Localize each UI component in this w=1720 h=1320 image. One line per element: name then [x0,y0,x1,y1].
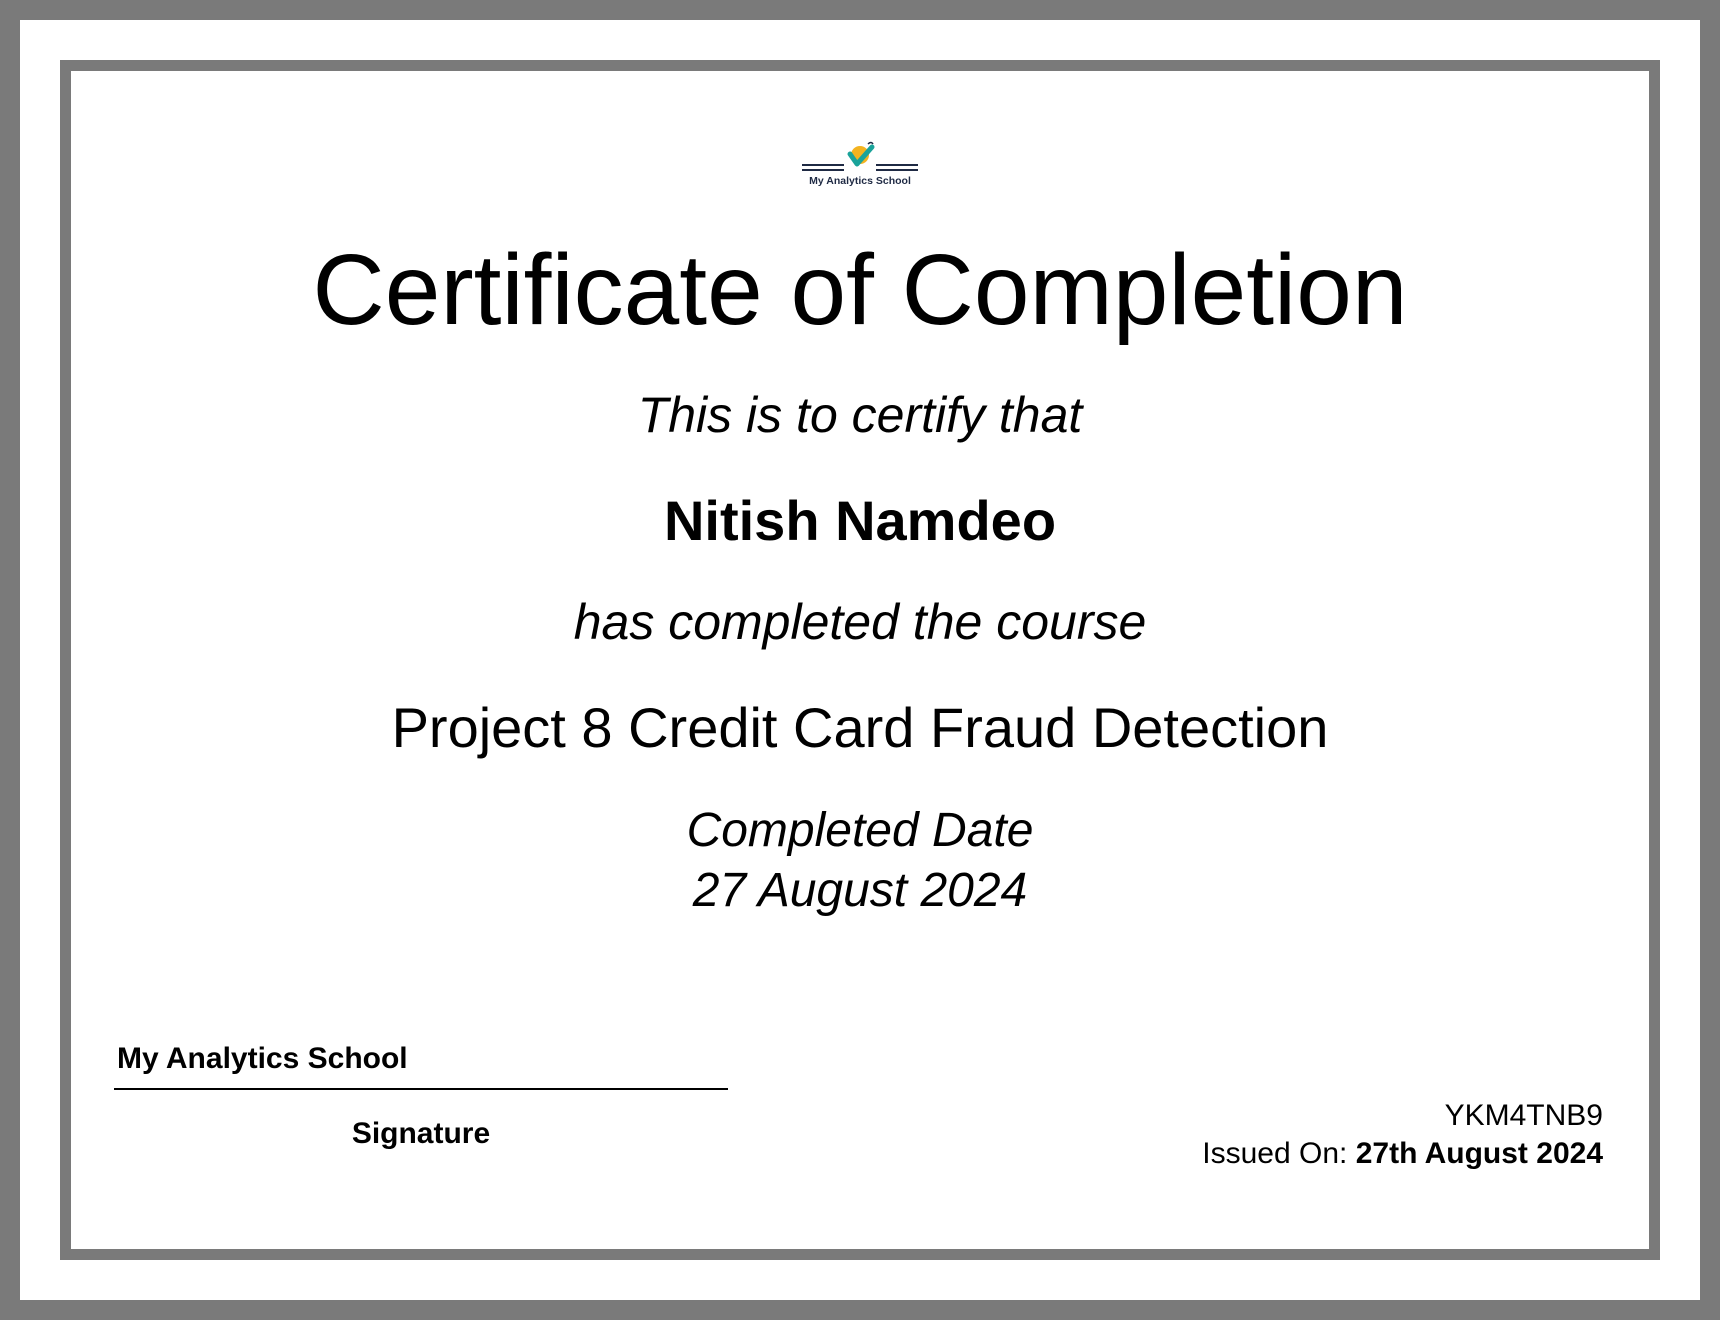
issued-on [1202,1136,1603,1172]
issued-label: Issued On: [1202,1137,1356,1170]
certificate-id: YKM4TNB9 [1444,1099,1603,1132]
completion-text: has completed the course [573,594,1147,650]
certify-text: This is to certify that [637,387,1083,443]
school-logo [800,140,920,192]
course-name: Project 8 Credit Card Fraud Detection [391,696,1329,759]
certificate-title: Certificate of Completion [312,234,1408,346]
signature-school-name: My Analytics School [117,1042,408,1075]
logo-graphic-icon [800,140,920,176]
signature-label: Signature [351,1117,491,1150]
recipient-name: Nitish Namdeo [663,489,1057,552]
signature-line [114,1088,728,1090]
completed-date: 27 August 2024 [692,864,1028,917]
logo-text: My Analytics School [809,175,911,187]
completed-date-label: Completed Date [686,804,1034,857]
issued-date: 27th August 2024 [1355,1137,1603,1170]
